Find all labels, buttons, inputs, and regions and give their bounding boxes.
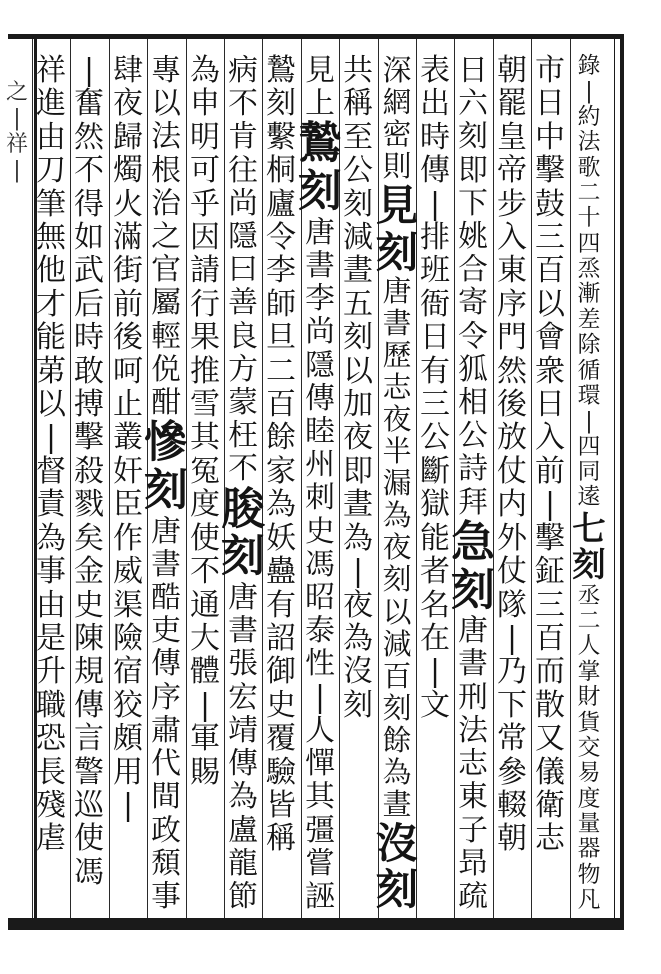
adjacent-leaf-char: 之 xyxy=(5,80,28,105)
text-column xyxy=(259,54,303,856)
text-run: 祥 進 由 刀 筆 無 他 才 能 苐 以 | 督 責 為 事 由 是 升 職 恐 長 殘 虐 xyxy=(36,53,66,857)
text-run: 專 以 法 根 治 之 官 屬 輕 侻 酣 xyxy=(151,53,181,421)
text-run: 鷙 刻 xyxy=(266,53,296,122)
text-run: 唐 書 李 尚 隱 傳 睦 州 刺 史 馮 昭 泰 性 | 人 憚 其 彊 嘗 誣 xyxy=(305,214,335,914)
adjacent-leaf-char: | xyxy=(13,106,21,131)
text-column xyxy=(490,54,534,856)
text-column xyxy=(221,54,265,913)
text-run: 唐 書 張 宏 靖 傳 為 盧 龍 節 xyxy=(228,580,258,914)
entry-heading: 沒 刻 xyxy=(375,818,419,915)
text-run: 共 稱 至 公 xyxy=(343,53,373,189)
text-column xyxy=(375,53,419,915)
text-run: 唐 書 刑 法 志 東 子 昻 疏 xyxy=(458,613,488,914)
adjacent-leaf-char: | xyxy=(13,158,21,183)
text-run: | 奮 然 不 得 如 武 后 時 敢 搏 擊 殺 戮 矣 金 史 陳 規 傳 言 警 巡 使 馮 xyxy=(74,53,104,890)
text-run: 丞 二 人 掌 財 貨 交 易 度 量 器 物 凡 xyxy=(577,582,601,914)
text-run: 刻 減 晝 五 刻 以 加 夜 即 晝 為 | 夜 為 沒 刻 xyxy=(343,186,373,723)
text-column xyxy=(298,54,342,913)
text-column xyxy=(336,54,380,722)
entry-heading: 見 刻 xyxy=(375,180,419,277)
text-column xyxy=(451,54,495,913)
bottom-border-rule xyxy=(8,918,620,930)
text-column xyxy=(106,54,150,822)
adjacent-leaf-char: 祥 xyxy=(5,132,28,157)
right-inner-rule xyxy=(614,34,615,930)
text-column xyxy=(528,54,572,856)
text-run: 繫 桐 廬 令 李 師 旦 二 百 餘 家 為 妖 蠱 有 詔 御 史 覆 驗 皆 稱 xyxy=(266,119,296,857)
text-run: 日 六 刻 即 下 姚 合 寄 令 狐 相 公 詩 拜 xyxy=(458,53,488,520)
text-column xyxy=(413,54,457,722)
text-run: 病 不 肯 往 尚 隱 曰 善 良 方 蒙 枉 不 xyxy=(228,53,258,487)
entry-heading: 慘 刻 xyxy=(144,417,188,516)
text-run: 漸 差 除 循 環 | 四 同 逺 xyxy=(577,281,601,511)
text-run: 度 使 不 通 大 體 | 軍 賜 xyxy=(190,487,220,790)
text-column xyxy=(183,54,227,789)
entry-heading: 鷙 刻 xyxy=(298,118,342,218)
entry-heading: 急 刻 xyxy=(451,516,495,616)
text-column xyxy=(567,54,611,914)
entry-heading: 七 刻 xyxy=(572,508,606,585)
text-run: 肆 夜 歸 燭 火 滿 街 前 後 呵 止 xyxy=(113,53,143,423)
text-run: 見 xyxy=(305,53,335,88)
text-run: 上 xyxy=(305,86,335,122)
text-run: 叢 奸 臣 作 威 渠 險 宿 狡 頗 用 | xyxy=(113,420,143,823)
text-run: 表 出 時 傳 | 排 班 衙 日 有 三 公 xyxy=(420,53,450,456)
text-run: 市 日 中 擊 鼓 三 百 以 會 衆 日 入 前 | 擊 鉦 三 百 而 散 又 儀 衛 志 xyxy=(535,53,565,857)
text-run: 為 申 明 可 乎 因 請 行 果 推 雪 其 冤 xyxy=(190,53,220,489)
text-column xyxy=(29,54,73,856)
text-run: 斷 獄 能 者 名 在 | 文 xyxy=(420,453,450,723)
text-run: 深 網 密 則 xyxy=(382,53,412,184)
text-column xyxy=(67,54,111,889)
top-border-rule xyxy=(8,34,620,39)
entry-heading: 朘 刻 xyxy=(221,483,265,583)
right-border-rule xyxy=(620,34,624,930)
text-run: 朝 罷 皇 帝 步 入 東 序 門 然 後 放 仗 内 外 仗 隊 | 乃 下 常 參 輟 朝 xyxy=(497,53,527,857)
text-column xyxy=(144,54,188,913)
text-run: 錄 | 約 法 歌 二 十 四 烝 xyxy=(577,53,601,282)
text-run: 唐 書 歷 志 夜 半 漏 為 夜 刻 以 減 百 刻 餘 為 晝 xyxy=(382,273,412,822)
text-run: 唐 書 酷 吏 傳 序 肅 代 間 政 頹 事 xyxy=(151,513,181,914)
